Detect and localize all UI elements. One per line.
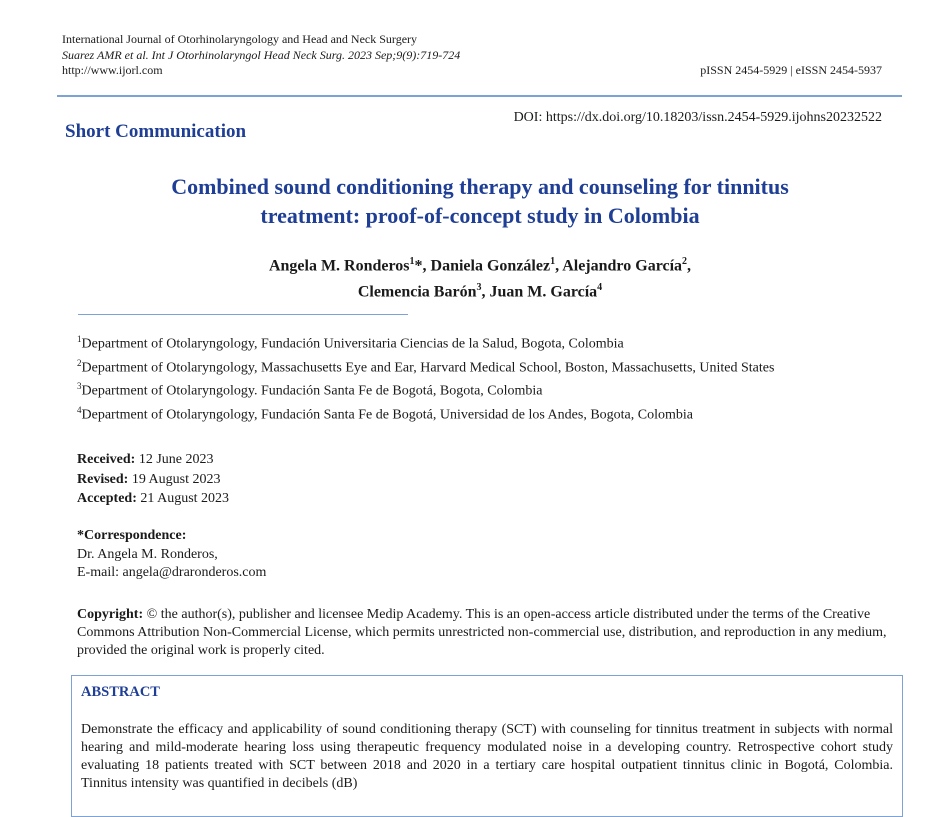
author-affil-num: 4 xyxy=(597,282,603,294)
revised-label: Revised: xyxy=(77,471,129,487)
author-affil-num: 1 xyxy=(550,256,556,267)
affiliation-text: Department of Otolaryngology, Massachusetts Eye and Ear, Harvard Medical School, Boston, Massachusetts, United States xyxy=(81,360,775,376)
author-name: Angela M. Ronderos xyxy=(268,257,410,275)
author-sep: , xyxy=(687,257,692,275)
received-value: 12 June 2023 xyxy=(138,452,214,467)
affiliation-item xyxy=(77,330,889,354)
correspondence-name: Dr. Angela M. Ronderos, xyxy=(77,546,218,562)
author-name: Alejandro García xyxy=(562,257,683,275)
abstract-text: Demonstrate the efficacy and applicability of sound conditioning therapy (SCT) with counseling for tinnitus treatment in subjects with normal hearing and mild-moderate hearing loss using therapeutic frequency modulated noise in a developing country. Retrospective cohort study evaluating 18 patients treated with SCT between 2018 and 2020 in a tertiary care hospital outpatient tinnitus clinic in Bogotá, Colombia. Tinnitus intensity was quantified in decibels (dB) xyxy=(81,722,893,791)
affiliation-item xyxy=(77,354,889,378)
correspondence-label: *Correspondence: xyxy=(77,528,187,543)
correspondence-email[interactable]: E-mail: angela@draronderos.com xyxy=(77,565,267,580)
affiliation-text: Department of Otolaryngology, Fundación Universitaria Ciencias de la Salud, Bogota, Colombia xyxy=(81,336,624,352)
journal-url[interactable]: http://www.ijorl.com xyxy=(62,63,163,77)
accepted-value: 21 August 2023 xyxy=(140,491,230,506)
affiliation-num: 1 xyxy=(77,334,82,344)
received-label: Received: xyxy=(77,452,136,467)
article-dates xyxy=(77,450,229,509)
header-divider xyxy=(57,95,902,97)
accepted-date xyxy=(77,489,229,509)
copyright xyxy=(77,606,887,660)
author-affil-num: 3 xyxy=(476,282,482,294)
copyright-label: Copyright: xyxy=(77,607,144,622)
author-affil-num: 2 xyxy=(682,256,688,267)
received-date xyxy=(77,450,229,470)
revised-date xyxy=(77,470,229,490)
authors-line-2 xyxy=(80,277,880,303)
affiliation-item xyxy=(77,377,889,401)
title-line-2: treatment: proof-of-concept study in Colombia xyxy=(260,203,700,228)
revised-value: 19 August 2023 xyxy=(131,471,221,487)
authors xyxy=(80,251,880,304)
section-label: Short Communication xyxy=(65,121,247,142)
correspondence xyxy=(77,527,266,583)
authors-line-1 xyxy=(80,251,880,277)
author-affil-num: 1 xyxy=(409,256,415,267)
doi[interactable]: DOI: https://dx.doi.org/10.18203/issn.2454-5929.ijohns20232522 xyxy=(513,110,882,125)
author-sep: , xyxy=(555,257,563,275)
affiliation-text: Department of Otolaryngology, Fundación Santa Fe de Bogotá, Universidad de los Andes, Bogota, Colombia xyxy=(81,407,693,423)
authors-divider xyxy=(78,314,408,315)
author-name: Clemencia Barón xyxy=(357,283,477,301)
abstract-heading: ABSTRACT xyxy=(81,684,160,700)
title-line-1: Combined sound conditioning therapy and counseling for tinnitus xyxy=(171,174,789,199)
article-title xyxy=(70,172,890,230)
copyright-text: © the author(s), publisher and licensee Medip Academy. This is an open-access article distributed under the terms of the Creative Commons Attribution Non-Commercial License, which permits unrestricted non-commercial use, distribution, and reproduction in any medium, provided the original work is properly cited. xyxy=(77,607,887,658)
journal-name: International Journal of Otorhinolaryngology and Head and Neck Surgery xyxy=(62,32,418,46)
accepted-label: Accepted: xyxy=(77,491,137,506)
affiliation-item xyxy=(77,401,889,425)
affiliation-num: 4 xyxy=(77,404,82,415)
affiliation-text: Department of Otolaryngology. Fundación Santa Fe de Bogotá, Bogota, Colombia xyxy=(81,383,543,399)
author-sep: *, xyxy=(414,257,431,275)
citation: Suarez AMR et al. Int J Otorhinolaryngol Head Neck Surg. 2023 Sep;9(9):719-724 xyxy=(62,47,461,62)
author-name: Juan M. García xyxy=(489,283,598,301)
issn: pISSN 2454-5929 | eISSN 2454-5937 xyxy=(700,63,882,77)
affiliation-num: 2 xyxy=(77,357,82,368)
journal-header xyxy=(62,32,460,79)
author-sep: , xyxy=(481,283,490,301)
author-name: Daniela González xyxy=(430,257,551,275)
affiliation-num: 3 xyxy=(77,381,82,392)
affiliations xyxy=(77,330,889,425)
abstract-box xyxy=(71,675,903,817)
